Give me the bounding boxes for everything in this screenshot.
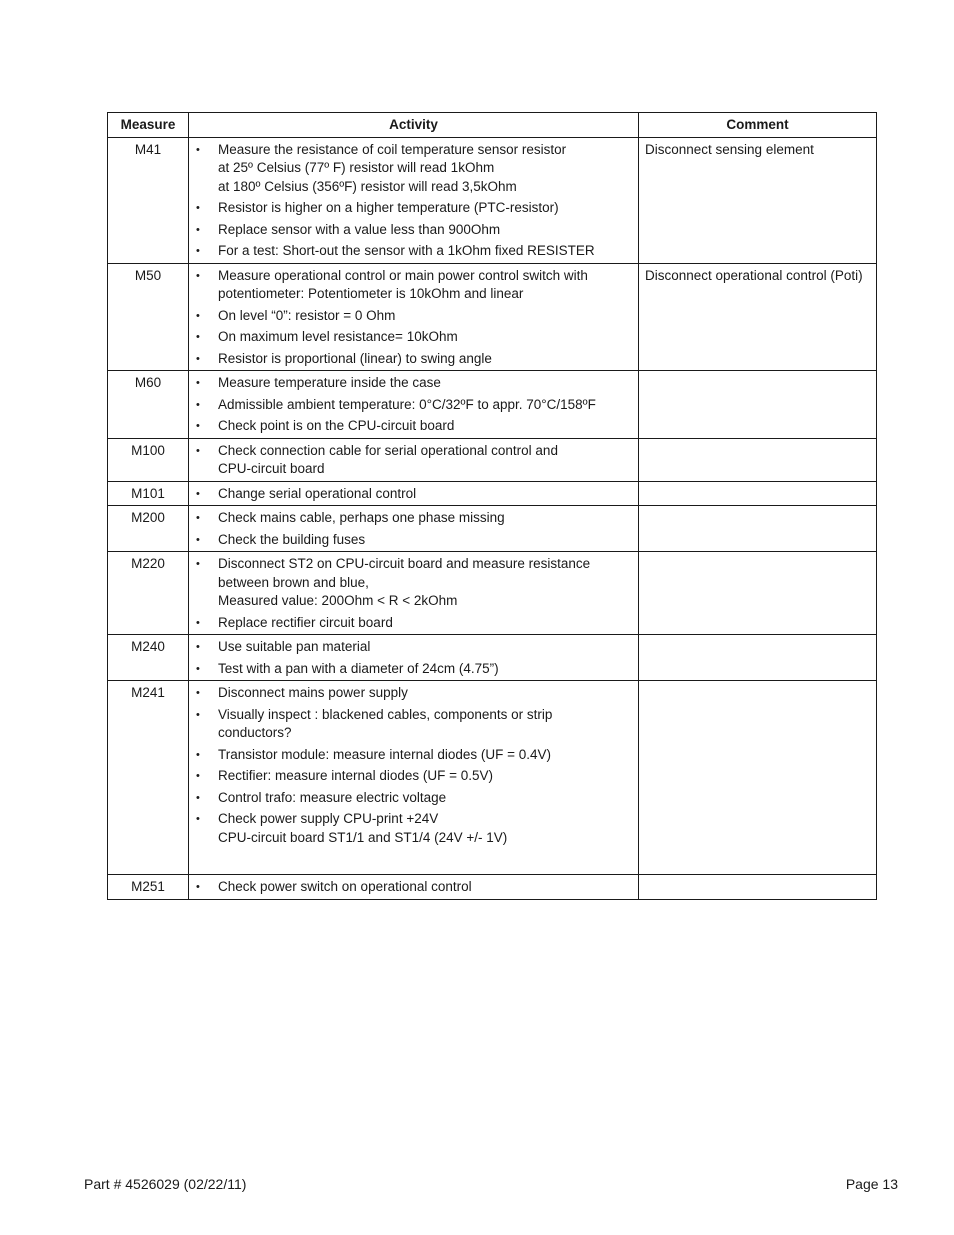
bullet-icon: • — [196, 813, 200, 825]
list-item — [193, 350, 632, 369]
bullet-icon: • — [196, 223, 200, 236]
bullet-icon: • — [196, 444, 200, 457]
activity-cell — [189, 635, 639, 681]
activity-list — [193, 485, 632, 504]
header-activity: Activity — [189, 113, 639, 138]
bullet-icon: • — [196, 352, 200, 365]
activity-text: Use suitable pan material — [218, 639, 371, 654]
list-item — [193, 442, 632, 479]
measure-code: M101 — [108, 481, 189, 506]
list-item — [193, 531, 632, 550]
activity-text: Test with a pan with a diameter of 24cm (4.75”) — [218, 660, 499, 676]
activity-cell — [189, 681, 639, 875]
list-item — [193, 706, 632, 743]
bullet-icon: • — [196, 558, 200, 570]
measure-code: M41 — [108, 137, 189, 263]
activity-text: CPU-circuit board — [218, 461, 325, 476]
activity-text: Check power supply CPU-print +24V — [218, 811, 439, 826]
bullet-icon: • — [196, 420, 200, 432]
activity-text: Replace sensor with a value less than 900Ohm — [218, 221, 501, 237]
activity-text: Transistor module: measure internal diodes (UF = 0.4V) — [218, 746, 552, 762]
activity-text: Disconnect ST2 on CPU-circuit board and measure resistance — [218, 556, 591, 571]
bullet-icon: • — [196, 245, 200, 257]
activity-text: Visually inspect : blackened cables, components or strip — [218, 706, 553, 722]
comment-cell: Disconnect sensing element — [639, 137, 877, 263]
list-item — [193, 267, 632, 304]
activity-text: Resistor is proportional (linear) to swing angle — [218, 350, 492, 366]
bullet-icon: • — [196, 202, 200, 214]
bullet-icon: • — [196, 309, 200, 322]
list-item — [193, 417, 632, 436]
comment-cell: Disconnect operational control (Poti) — [639, 263, 877, 371]
activity-cell — [189, 371, 639, 439]
comment-cell — [639, 506, 877, 552]
bullet-icon: • — [196, 331, 200, 343]
activity-list — [193, 878, 632, 897]
activity-cell — [189, 263, 639, 371]
bullet-icon: • — [196, 269, 200, 282]
footer-page-number: Page 13 — [845, 1176, 898, 1192]
bullet-icon: • — [196, 748, 200, 761]
list-item — [193, 878, 632, 897]
list-item — [193, 374, 632, 393]
measure-code: M60 — [108, 371, 189, 439]
table-row — [108, 438, 877, 481]
activity-text: Disconnect mains power supply — [218, 685, 408, 700]
table-row — [108, 875, 877, 900]
list-item — [193, 638, 632, 657]
activity-text: at 180º Celsius (356ºF) resistor will read 3,5kOhm — [218, 178, 517, 194]
list-item — [193, 199, 632, 218]
activity-text: Change serial operational control — [218, 485, 417, 501]
header-measure: Measure — [108, 113, 189, 138]
activity-cell — [189, 481, 639, 506]
activity-text: Check connection cable for serial operational control and — [218, 442, 558, 458]
list-item — [193, 810, 632, 847]
list-item — [193, 307, 632, 326]
activity-text: Check mains cable, perhaps one phase missing — [218, 510, 505, 525]
activity-list — [193, 374, 632, 436]
measures-table — [107, 112, 877, 900]
activity-text: potentiometer: Potentiometer is 10kOhm and linear — [218, 286, 524, 301]
activity-text: Measure the resistance of coil temperature sensor resistor — [218, 141, 567, 157]
table-row — [108, 506, 877, 552]
bullet-icon: • — [196, 662, 200, 675]
list-item — [193, 746, 632, 765]
list-item — [193, 396, 632, 415]
activity-cell — [189, 438, 639, 481]
measure-code: M50 — [108, 263, 189, 371]
bullet-icon: • — [196, 398, 200, 411]
activity-text: Check the building fuses — [218, 531, 366, 547]
activity-list — [193, 442, 632, 479]
activity-text: at 25º Celsius (77º F) resistor will read 1kOhm — [218, 160, 495, 175]
activity-text: Control trafo: measure electric voltage — [218, 789, 447, 805]
activity-text: For a test: Short-out the sensor with a 1kOhm fixed RESISTER — [218, 243, 595, 258]
activity-list — [193, 638, 632, 678]
bullet-icon: • — [196, 533, 200, 546]
measure-code: M220 — [108, 552, 189, 635]
bullet-icon: • — [196, 791, 200, 804]
activity-text: Check point is on the CPU-circuit board — [218, 418, 455, 433]
list-item — [193, 242, 632, 261]
activity-text: Rectifier: measure internal diodes (UF = 0.5V) — [218, 768, 493, 783]
list-item — [193, 221, 632, 240]
activity-text: Replace rectifier circuit board — [218, 614, 393, 630]
activity-cell — [189, 137, 639, 263]
activity-text: Resistor is higher on a higher temperature (PTC-resistor) — [218, 200, 559, 215]
activity-text: Admissible ambient temperature: 0°C/32ºF to appr. 70°C/158ºF — [218, 396, 596, 412]
list-item — [193, 660, 632, 679]
bullet-icon: • — [196, 512, 200, 524]
activity-text: Measure operational control or main power control switch with — [218, 267, 588, 283]
measure-code: M241 — [108, 681, 189, 875]
list-item — [193, 141, 632, 197]
measure-code: M100 — [108, 438, 189, 481]
table-row — [108, 137, 877, 263]
comment-cell — [639, 438, 877, 481]
table-body — [108, 137, 877, 899]
list-item — [193, 767, 632, 786]
activity-text: between brown and blue, — [218, 574, 369, 590]
list-item — [193, 509, 632, 528]
activity-text: On maximum level resistance= 10kOhm — [218, 329, 458, 344]
activity-list — [193, 509, 632, 549]
activity-text: Check power switch on operational control — [218, 879, 472, 894]
table-row — [108, 635, 877, 681]
list-item — [193, 614, 632, 633]
table-header-row — [108, 113, 877, 138]
bullet-icon: • — [196, 143, 200, 156]
bullet-icon: • — [196, 770, 200, 782]
footer-part-number: Part # 4526029 (02/22/11) — [84, 1176, 247, 1192]
bullet-icon: • — [196, 708, 200, 721]
bullet-icon: • — [196, 641, 200, 653]
comment-cell — [639, 552, 877, 635]
activity-text: CPU-circuit board ST1/1 and ST1/4 (24V +/- 1V) — [218, 829, 508, 845]
activity-cell — [189, 506, 639, 552]
activity-text: Measured value: 200Ohm < R < 2kOhm — [218, 593, 458, 608]
bullet-icon: • — [196, 687, 200, 699]
bullet-icon: • — [196, 616, 200, 629]
table-row — [108, 371, 877, 439]
activity-list — [193, 555, 632, 632]
table-row — [108, 481, 877, 506]
activity-cell — [189, 552, 639, 635]
table-row — [108, 552, 877, 635]
list-item — [193, 485, 632, 504]
list-item — [193, 684, 632, 703]
bullet-icon: • — [196, 487, 200, 500]
comment-cell — [639, 635, 877, 681]
table-row — [108, 263, 877, 371]
activity-list — [193, 267, 632, 369]
comment-cell — [639, 875, 877, 900]
activity-list — [193, 684, 632, 847]
activity-text: conductors? — [218, 725, 292, 740]
activity-text: On level “0”: resistor = 0 Ohm — [218, 307, 396, 323]
bullet-icon: • — [196, 881, 200, 893]
comment-cell — [639, 481, 877, 506]
bullet-icon: • — [196, 377, 200, 389]
list-item — [193, 555, 632, 611]
measure-code: M200 — [108, 506, 189, 552]
comment-cell — [639, 371, 877, 439]
measure-code: M240 — [108, 635, 189, 681]
list-item — [193, 328, 632, 347]
table-row — [108, 681, 877, 875]
activity-cell — [189, 875, 639, 900]
header-comment: Comment — [639, 113, 877, 138]
activity-text: Measure temperature inside the case — [218, 375, 441, 390]
list-item — [193, 789, 632, 808]
comment-cell — [639, 681, 877, 875]
activity-list — [193, 141, 632, 261]
measure-code: M251 — [108, 875, 189, 900]
